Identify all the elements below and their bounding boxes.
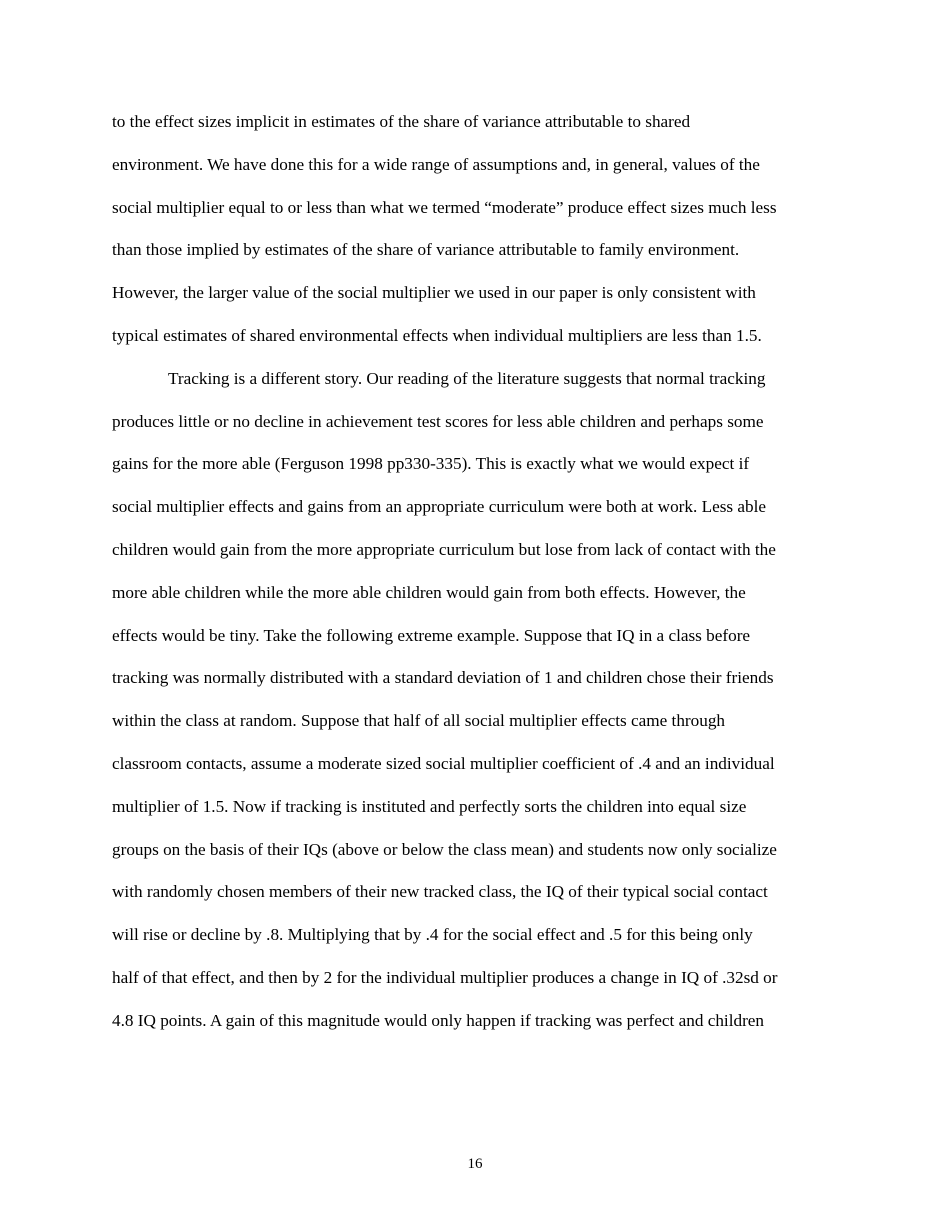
text-line: than those implied by estimates of the share of variance attributable to family environment. — [112, 240, 740, 260]
page-number: 16 — [467, 1156, 483, 1172]
body-text — [112, 101, 842, 1043]
text-line: within the class at random. Suppose that half of all social multiplier effects came through — [112, 711, 726, 731]
text-line: to the effect sizes implicit in estimates of the share of variance attributable to shared — [112, 112, 691, 131]
text-line: groups on the basis of their IQs (above or below the class mean) and students now only socialize — [112, 839, 777, 859]
text-line: typical estimates of shared environmental effects when individual multipliers are less than 1.5. — [112, 325, 762, 345]
text-line: half of that effect, and then by 2 for the individual multiplier produces a change in IQ of .32sd or — [112, 967, 778, 987]
text-line: will rise or decline by .8. Multiplying that by .4 for the social effect and .5 for this being only — [112, 925, 753, 945]
text-line: tracking was normally distributed with a standard deviation of 1 and children chose their friends — [112, 668, 774, 688]
paragraph-first-line: Tracking is a different story. Our reading of the literature suggests that normal tracking — [168, 368, 766, 388]
text-line: children would gain from the more appropriate curriculum but lose from lack of contact with the — [112, 539, 776, 559]
text-line: effects would be tiny. Take the following extreme example. Suppose that IQ in a class before — [112, 625, 751, 645]
text-line: more able children while the more able children would gain from both effects. However, the — [112, 582, 746, 602]
text-line: However, the larger value of the social multiplier we used in our paper is only consistent with — [112, 283, 756, 303]
text-line: classroom contacts, assume a moderate sized social multiplier coefficient of .4 and an individual — [112, 753, 775, 773]
text-line: social multiplier equal to or less than what we termed “moderate” produce effect sizes much less — [112, 197, 777, 217]
text-line: produces little or no decline in achievement test scores for less able children and perhaps some — [112, 411, 764, 431]
text-line: environment. We have done this for a wide range of assumptions and, in general, values of the — [112, 154, 760, 174]
text-line: social multiplier effects and gains from an appropriate curriculum were both at work. Less able — [112, 497, 767, 517]
text-line: with randomly chosen members of their new tracked class, the IQ of their typical social contact — [112, 882, 768, 902]
text-line: multiplier of 1.5. Now if tracking is instituted and perfectly sorts the children into equal size — [112, 796, 747, 816]
text-line: 4.8 IQ points. A gain of this magnitude would only happen if tracking was perfect and children — [112, 1010, 765, 1030]
text-line: gains for the more able (Ferguson 1998 pp330-335). This is exactly what we would expect if — [112, 454, 750, 474]
